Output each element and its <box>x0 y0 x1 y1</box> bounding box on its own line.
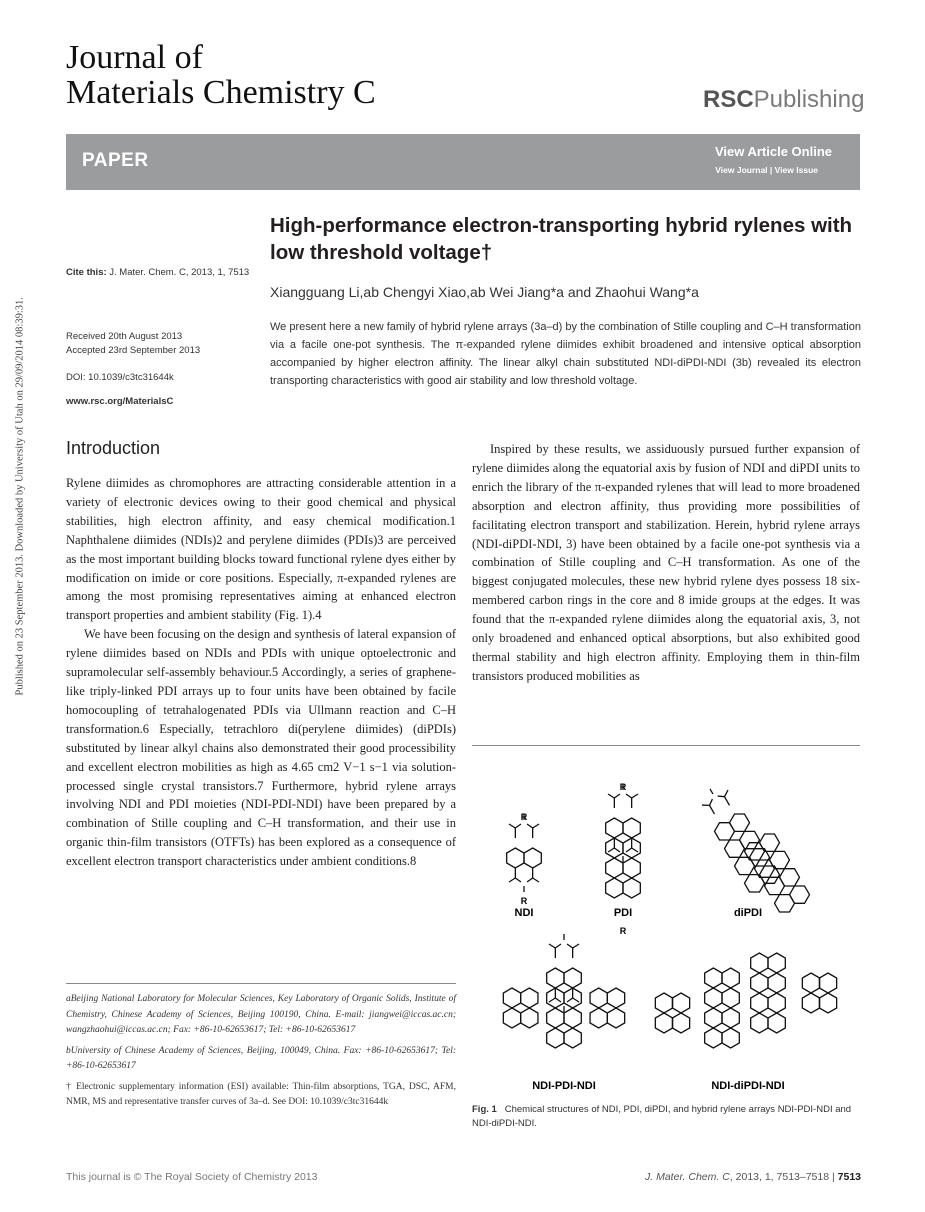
atom-label: R <box>520 812 528 822</box>
chemical-structures <box>472 758 860 1100</box>
separator: | <box>769 165 775 175</box>
abstract: We present here a new family of hybrid rylene arrays (3a–d) by the combination of Stille coupling and C–H transformation via a facile one-pot synthesis. The π-expanded rylene diimides exhibit broadened and intensive optical absorption accompanied by higher electron affinity. The linear alkyl chain substituted NDI-diPDI-NDI (3b) revealed its electron transporting characteristics with good air stability and low threshold voltage. <box>270 321 861 387</box>
figure-caption <box>472 1103 862 1131</box>
paragraph: Inspired by these results, we assiduously pursued further expansion of rylene diimides along the equatorial axis by fusion of NDI and diPDI units to enrich the library of the π-expanded rylenes that will lead to more broadened absorption and electron affinity, thus providing more possibilities of facilitating electron transport and stabilization. Herein, hybrid rylene arrays (NDI-diPDI-NDI, 3) have been obtained by a facile one-pot synthesis via a combination of Stille coupling and C–H transformation. As one of the biggest conjugated molecules, these new hybrid rylene dyes possess 18 six-membered carbon rings in the core and 8 imide groups at the edges. It was found that the π-expanded rylene diimides along the equatorial axis, 3, not only broadened and enhanced optical absorptions, but also exhibited good thermal stability and high electron affinity. Employing them in thin-film transistors produced mobilities as <box>472 442 860 683</box>
section-banner <box>66 134 860 190</box>
journal-title-line2: Materials Chemistry C <box>66 74 376 111</box>
publisher-logo[interactable] <box>703 86 864 114</box>
label-ndi-pdi-ndi: NDI-PDI-NDI <box>532 1080 596 1092</box>
view-article-online-link[interactable]: View Article Online <box>714 144 832 159</box>
page-number: 7513 <box>837 1171 861 1183</box>
accepted-date: Accepted 23rd September 2013 <box>66 345 201 356</box>
ndi-pdi-ndi-structure <box>503 934 624 1048</box>
view-issue-link[interactable]: View Issue <box>774 165 818 175</box>
figure-divider <box>472 745 860 746</box>
left-column <box>66 474 456 871</box>
ndi-dipdi-ndi-structure <box>655 953 836 1048</box>
cite-text: J. Mater. Chem. C, 2013, 1, 7513 <box>109 267 250 278</box>
publisher-logo-publishing: Publishing <box>753 86 865 113</box>
citation-info <box>66 266 256 280</box>
atom-label: R <box>619 782 627 792</box>
paragraph: We have been focusing on the design and synthesis of lateral expansion of rylene diimides based on NDIs and PDIs with unique optoelectronic and supramolecular self-assembly behaviour.5 Accordingly, a series of graphene-like triply-linked PDI arrays up to four units have been obtained by facile homocoupling of tetrahalogenated PDIs via Ullmann reaction and C–H transformation.6 Especially, tetrachloro di(perylene diimides) (diPDIs) substituted by linear alkyl chains also demonstrated their good processibility and excellent electron mobilities as high as 4.65 cm2 V−1 s−1 via solution-processed single crystal transistors.7 Furthermore, hybrid rylene arrays involving NDI and PDI moieties (NDI-PDI-NDI) have been prepared by a combination of Stille coupling and C–H transformation, and their use in organic thin-film transistors (OTFTs) has been explored as a consequence of excellent electron transport characteristics under ambient conditions.8 <box>66 627 456 869</box>
footnote-affiliation-a: aBeijing National Laboratory for Molecular Sciences, Key Laboratory of Organic Solids, Institute of Chemistry, Chinese Academy of Sciences, Beijing 100190, China. E-mail: jiangwei@iccas.ac.cn; wangzhaohui@iccas.ac.cn; Fax: +86-10-62653617; Tel: +86-10-62653617 <box>66 994 456 1035</box>
view-journal-link[interactable]: View Journal <box>715 165 768 175</box>
journal-title-line1: Journal of <box>66 39 203 76</box>
pdi-structure <box>606 784 641 898</box>
footer-copyright: This journal is © The Royal Society of Chemistry 2013 <box>66 1171 318 1183</box>
label-dipdi: diPDI <box>733 907 763 919</box>
journal-url[interactable]: www.rsc.org/MaterialsC <box>66 396 174 407</box>
author-list: Xiangguang Li,ab Chengyi Xiao,ab Wei Jiang*a and Zhaohui Wang*a <box>270 284 699 300</box>
footnote-divider <box>66 983 456 984</box>
received-date: Received 20th August 2013 <box>66 331 183 342</box>
label-ndi-dipdi-ndi: NDI-diPDI-NDI <box>711 1080 785 1092</box>
footer-volume: , 2013, 1, 7513–7518 | <box>729 1171 838 1183</box>
right-column <box>472 440 860 686</box>
footnotes <box>66 992 456 1116</box>
article-title: High-performance electron-transporting hybrid rylenes with low threshold voltage† <box>270 214 853 264</box>
atom-label: R <box>520 896 528 906</box>
footnote-affiliation-b: bUniversity of Chinese Academy of Sciences, Beijing, 100049, China. Fax: +86-10-62653617; Tel: +86-10-62653617 <box>66 1045 456 1071</box>
doi[interactable]: DOI: 10.1039/c3tc31644k <box>66 372 174 383</box>
label-ndi: NDI <box>514 907 534 919</box>
section-label: PAPER <box>82 150 149 171</box>
ndi-structure <box>507 814 542 892</box>
download-note: Published on 23 September 2013. Downloaded by University of Utah on 29/09/2014 08:39:31. <box>14 297 26 696</box>
label-pdi: PDI <box>613 907 633 919</box>
journal-title <box>66 40 376 110</box>
view-links <box>715 165 818 175</box>
section-heading-introduction: Introduction <box>66 438 161 458</box>
footer-citation <box>645 1171 861 1183</box>
atom-label: R <box>619 926 627 936</box>
dipdi-structure <box>695 780 812 916</box>
footer-journal: J. Mater. Chem. C <box>645 1171 730 1183</box>
paragraph: Rylene diimides as chromophores are attracting considerable attention in a variety of electronic devices owing to their good chemical and physical stabilities, high electron affinity, and easy chemical modification.1 Naphthalene diimides (NDIs)2 and perylene diimides (PDIs)3 are perceived as the most important building blocks toward functional rylene dyes either by modification on imide or core positions. Especially, π-expanded rylenes are among the most promising representatives aiming at enhanced electron transport properties and ambient stability (Fig. 1).4 <box>66 476 456 623</box>
publisher-logo-rsc: RSC <box>703 86 754 113</box>
cite-label: Cite this: <box>66 267 107 278</box>
figure-1 <box>472 758 860 1100</box>
caption-text: Chemical structures of NDI, PDI, diPDI, and hybrid rylene arrays NDI-PDI-NDI and NDI-diPDI-NDI. <box>472 1104 852 1129</box>
footnote-esi: † Electronic supplementary information (ESI) available: Thin-film absorptions, TGA, DSC, AFM, NMR, MS and representative transfer curves of 3a–d. See DOI: 10.1039/c3tc31644k <box>66 1081 456 1107</box>
caption-label: Fig. 1 <box>472 1104 497 1115</box>
dates <box>66 330 200 358</box>
